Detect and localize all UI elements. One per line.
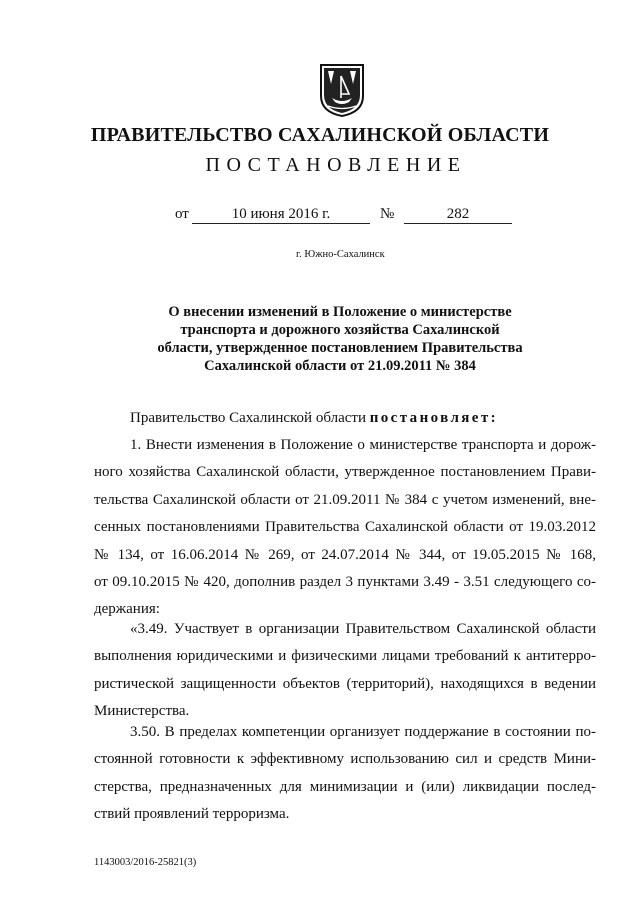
document-code: 1143003/2016-25821(3): [94, 857, 197, 868]
subject-line: О внесении изменений в Положение о министерстве: [168, 304, 512, 320]
document-number: 282: [404, 206, 512, 224]
subject-line: Сахалинской области от 21.09.2011 № 384: [204, 358, 476, 374]
text-line: 3.50. В пределах компетенции организует поддержание в состоянии по-: [130, 724, 596, 740]
date-from-label: от: [175, 206, 189, 222]
subject-line: транспорта и дорожного хозяйства Сахалинской: [180, 322, 500, 338]
city-name: г. Южно-Сахалинск: [296, 249, 385, 260]
text-line: выполнения юридическими и физическими лицами требований к антитерро-: [94, 648, 596, 665]
text-line: стерства, предназначенных для минимизации и (или) ликвидации послед-: [94, 778, 596, 795]
intro-action: постановляет:: [369, 410, 499, 426]
document-subject: [130, 303, 550, 375]
text-line: ствий проявлений терроризма.: [94, 806, 290, 823]
text-line: тельства Сахалинской области от 21.09.2011 № 384 с учетом изменений, вне-: [94, 491, 596, 508]
text-line: Министерства.: [94, 703, 190, 720]
paragraph-1: [94, 432, 596, 624]
text-line: держания:: [94, 601, 160, 618]
organization-title: ПРАВИТЕЛЬСТВО САХАЛИНСКОЙ ОБЛАСТИ: [90, 124, 550, 146]
item-3-49: [94, 616, 596, 726]
subject-line: области, утвержденное постановлением Правительства: [157, 340, 523, 356]
text-line: стоянной готовности к эффективному использованию сил и средств Мини-: [94, 751, 596, 768]
text-line: сенных постановлениями Правительства Сахалинской области от 19.03.2012: [94, 519, 596, 536]
text-line: от 09.10.2015 № 420, дополнив раздел 3 пунктами 3.49 - 3.51 следующего со-: [94, 574, 596, 591]
number-label: №: [380, 206, 395, 222]
text-line: «3.49. Участвует в организации Правительством Сахалинской области: [130, 621, 596, 637]
text-line: № 134, от 16.06.2014 № 269, от 24.07.2014 № 344, от 19.05.2015 № 168,: [94, 546, 596, 563]
document-type: ПОСТАНОВЛЕНИЕ: [205, 154, 467, 176]
document-date: 10 июня 2016 г.: [192, 206, 370, 224]
text-line: 1. Внести изменения в Положение о министерстве транспорта и дорож-: [130, 437, 596, 453]
text-line: ного хозяйства Сахалинской области, утвержденное постановлением Прави-: [94, 464, 596, 481]
intro-text: Правительство Сахалинской области: [130, 410, 366, 426]
text-line: ристической защищенности объектов (территорий), находящихся в ведении: [94, 675, 596, 692]
coat-of-arms-icon: [318, 62, 366, 118]
intro-line: [130, 410, 596, 427]
item-3-50: [94, 719, 596, 829]
